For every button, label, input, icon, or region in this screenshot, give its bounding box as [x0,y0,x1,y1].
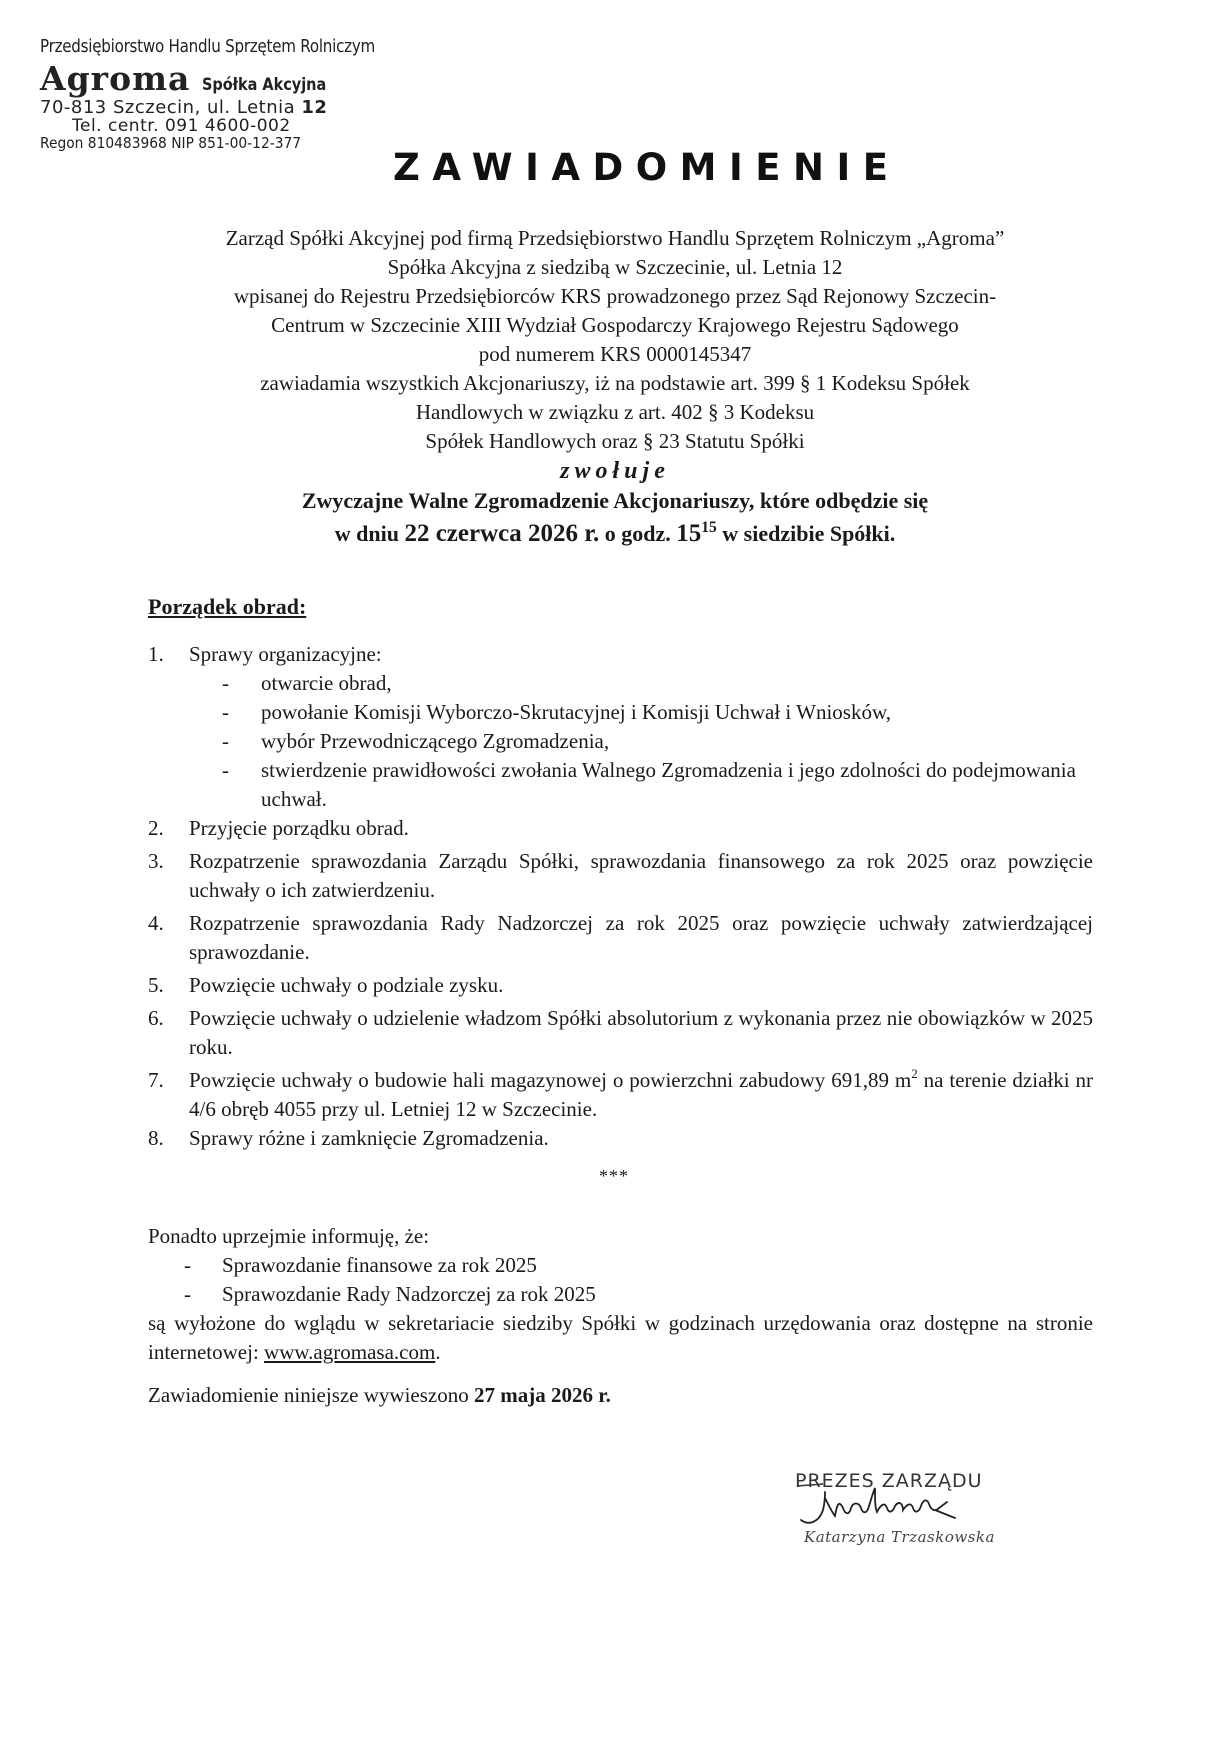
subitem-dash: - [222,700,229,724]
section-separator: *** [599,1166,629,1186]
info-dash: - [184,1282,191,1306]
agenda-item-text: Przyjęcie porządku obrad. [189,816,409,840]
agenda-item-text: Sprawy organizacyjne: [189,642,382,666]
stamp-phone: Tel. centr. 091 4600-002 [72,116,291,136]
agenda-heading: Porządek obrad: [148,594,307,619]
intro-line: Spółka Akcyjna z siedzibą w Szczecinie, ul. Letnia 12 [387,255,843,279]
intro-line: wpisanej do Rejestru Przedsiębiorców KRS prowadzonego przez Sąd Rejonowy Szczecin- [233,284,997,308]
agenda-item-number: 2. [148,816,164,840]
stamp-address [40,99,460,117]
subitem-dash: - [222,729,229,753]
agenda-item [148,909,1093,967]
agenda-item-text: Sprawy różne i zamknięcie Zgromadzenia. [189,1126,549,1150]
info-intro: Ponadto uprzejmie informuję, że: [148,1224,430,1248]
posted-notice [148,1383,611,1408]
agenda-item-number: 7. [148,1068,164,1092]
subitem-dash: - [222,758,229,782]
meeting-venue: w siedzibie Spółki. [722,521,896,546]
time-minutes: 15 [701,519,717,536]
agenda-list [148,640,1093,1153]
agenda-item-text: Rozpatrzenie sprawozdania Rady Nadzorczej za rok 2025 oraz powzięcie uchwały zatwierdzającej sprawozdanie. [189,911,1093,964]
website-link[interactable]: www.agromasa.com [264,1340,436,1364]
meeting-name: Zwyczajne Walne Zgromadzenie Akcjonariuszy, które odbędzie się [301,488,929,513]
intro-line: Handlowych w związku z art. 402 § 3 Kodeksu [415,400,815,424]
stamp-ids: Regon 810483968 NIP 851-00-12-377 [40,134,302,152]
info-item [148,1251,1093,1280]
signature-stamp [795,1470,1025,1560]
stamp-company-line: Przedsiębiorstwo Handlu Sprzętem Rolniczym [40,36,376,57]
agenda-item-number: 3. [148,849,164,873]
agenda-item-number: 5. [148,973,164,997]
intro-line: Zarząd Spółki Akcyjnej pod firmą Przedsiębiorstwo Handlu Sprzętem Rolniczym „Agroma” [225,226,1005,250]
agenda-item-text: Powzięcie uchwały o podziale zysku. [189,973,504,997]
agenda-subitem [148,756,1093,814]
agenda-item [148,1066,1093,1124]
time-hour: 15 [676,520,702,547]
stamp-address-street: 70-813 Szczecin, ul. Letnia [40,97,296,118]
intro-line: zawiadamia wszystkich Akcjonariuszy, iż na podstawie art. 399 § 1 Kodeksu Spółek [260,371,970,395]
convenes-word: zwołuje [560,458,670,484]
agenda-item-number: 8. [148,1126,164,1150]
agenda-subitem-text: wybór Przewodniczącego Zgromadzenia, [261,729,610,753]
document-title: ZAWIADOMIENIE [393,146,901,189]
date-prefix: w dniu [334,521,399,546]
stamp-brand: Agroma [40,59,191,98]
agenda-item-number: 1. [148,642,164,666]
info-dash: - [184,1253,191,1277]
agenda-subitem-text: otwarcie obrad, [261,671,392,695]
agenda-item-text: Powzięcie uchwały o udzielenie władzom Spółki absolutorium z wykonania przez nie obowiązków w 2025 roku. [189,1006,1093,1059]
agenda-item-text: Rozpatrzenie sprawozdania Zarządu Spółki, sprawozdania finansowego za rok 2025 oraz powzięcie uchwały o ich zatwierdzeniu. [189,849,1093,902]
intro-line: Spółek Handlowych oraz § 23 Statutu Spółki [425,429,805,453]
intro-line: Centrum w Szczecinie XIII Wydział Gospodarczy Krajowego Rejestru Sądowego [271,313,959,337]
agenda-item [148,971,1093,1000]
info-availability: są wyłożone do wglądu w sekretariacie siedziby Spółki w godzinach urzędowania oraz dostępne na stronie internetowej: [148,1311,1093,1364]
intro-block [140,224,1090,549]
meeting-date: 22 czerwca 2026 r. [404,520,600,547]
agenda-subitem [148,727,1093,756]
info-item-text: Sprawozdanie finansowe za rok 2025 [222,1253,537,1277]
signature-role: PREZES ZARZĄDU [795,1470,983,1492]
stamp-company-type: Spółka Akcyjna [202,75,327,95]
agenda-item [148,1124,1093,1153]
company-stamp [40,38,460,151]
signatory-name: Katarzyna Trzaskowska [804,1528,995,1546]
agenda-item-text-part: na terenie działki nr 4/6 obręb 4055 przy ul. Letniej 12 w Szczecinie. [189,1068,1093,1121]
agenda-item [148,814,1093,843]
agenda-item [148,1004,1093,1062]
subitem-dash: - [222,671,229,695]
posted-date: 27 maja 2026 r. [473,1383,611,1407]
stamp-brand-line [40,59,460,98]
time-prefix: o godz. [604,521,671,546]
agenda-item [148,640,1093,669]
area-unit-superscript: 2 [911,1066,918,1081]
agenda-item-text [189,1066,1093,1124]
agenda-subitem [148,669,1093,698]
posted-text: Zawiadomienie niniejsze wywieszono [148,1383,469,1407]
meeting-time [676,520,717,547]
info-item-text: Sprawozdanie Rady Nadzorczej za rok 2025 [222,1282,596,1306]
agenda-subitem-text: stwierdzenie prawidłowości zwołania Walnego Zgromadzenia i jego zdolności do podejmowania uchwał. [261,758,1076,811]
agenda-item-text-part: Powzięcie uchwały o budowie hali magazynowej o powierzchni zabudowy 691,89 m [189,1068,912,1092]
intro-line: pod numerem KRS 0000145347 [478,342,752,366]
agenda-subitem [148,698,1093,727]
agenda-item [148,847,1093,905]
meeting-date-line [140,519,1090,549]
agenda-subitem-text: powołanie Komisji Wyborczo-Skrutacyjnej i Komisji Uchwał i Wniosków, [261,700,891,724]
stamp-address-number: 12 [301,97,328,118]
agenda-item-number: 4. [148,911,164,935]
info-item [148,1280,1093,1309]
info-block [148,1222,1093,1367]
agenda-item-number: 6. [148,1006,164,1030]
website-suffix: . [435,1340,441,1364]
info-text [148,1309,1093,1367]
